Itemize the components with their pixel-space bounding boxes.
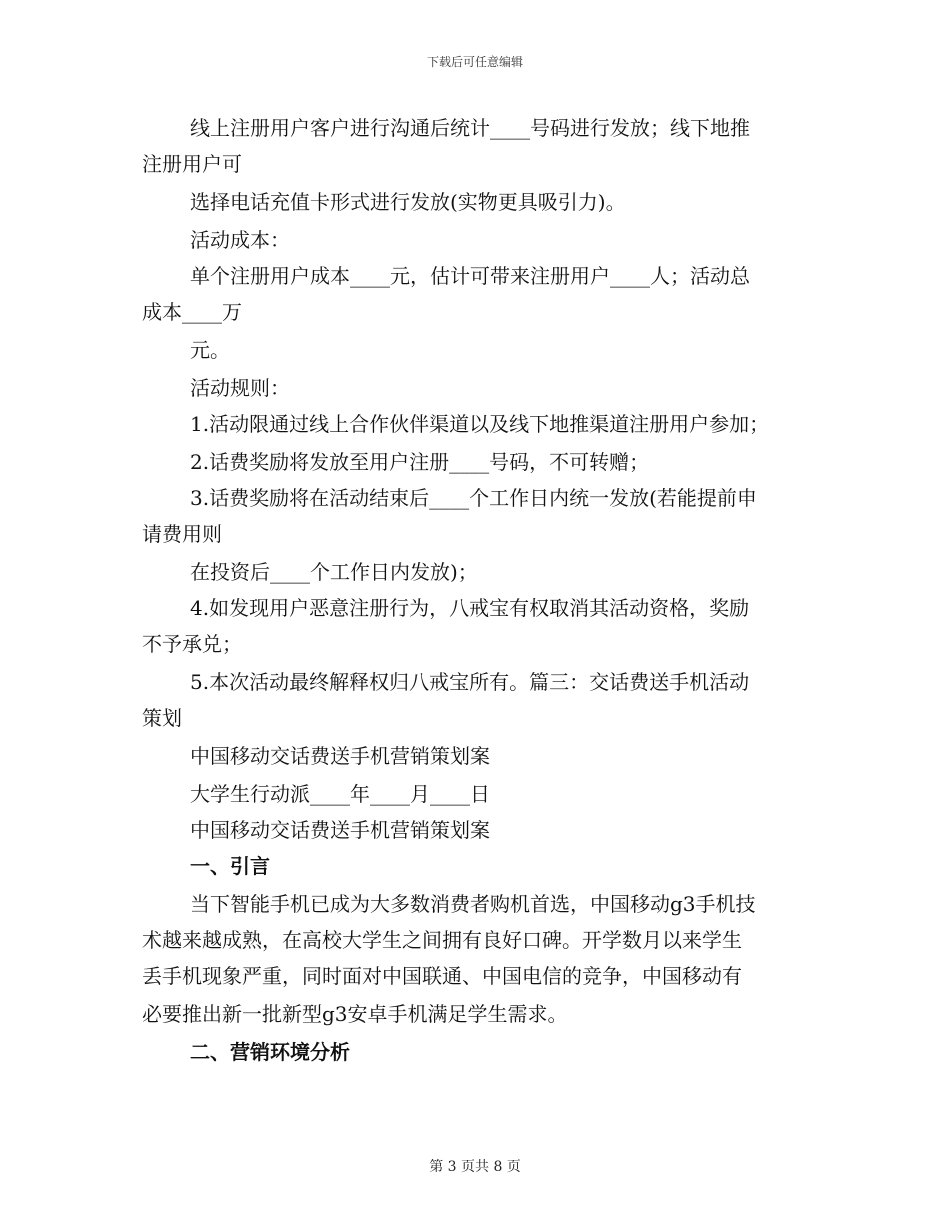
body-line: 元。 (190, 338, 230, 362)
rule-item: 2.话费奖励将发放至用户注册____号码，不可转赠； (190, 450, 650, 474)
body-line: 单个注册用户成本____元，估计可带来注册用户____人；活动总 (190, 264, 750, 288)
body-line: 线上注册用户客户进行沟通后统计____号码进行发放；线下地推 (190, 116, 750, 140)
body-line: 当下智能手机已成为大多数消费者购机首选，中国移动g3手机技 (190, 892, 756, 916)
body-line: 中国移动交话费送手机营销策划案 (190, 818, 490, 842)
body-line: 成本____万 (142, 300, 242, 324)
body-line: 活动成本： (190, 228, 290, 252)
body-line: 丢手机现象严重，同时面对中国联通、中国电信的竞争，中国移动有 (142, 964, 742, 988)
rule-item: 4.如发现用户恶意注册行为，八戒宝有权取消其活动资格，奖励 (190, 596, 750, 620)
body-line: 大学生行动派____年____月____日 (190, 782, 490, 806)
page-header: 下载后可任意编辑 (426, 55, 523, 69)
section-heading: 一、引言 (190, 854, 270, 878)
body-line: 术越来越成熟，在高校大学生之间拥有良好口碑。开学数月以来学生 (142, 928, 742, 952)
body-line: 注册用户可 (142, 152, 242, 176)
body-line: 在投资后____个工作日内发放)； (190, 560, 478, 584)
rule-item: 5.本次活动最终解释权归八戒宝所有。篇三：交话费送手机活动 (190, 670, 750, 694)
body-line: 不予承兑； (142, 632, 242, 656)
body-line: 选择电话充值卡形式进行发放(实物更具吸引力)。 (190, 190, 626, 214)
body-line: 请费用则 (142, 522, 222, 546)
body-line: 中国移动交话费送手机营销策划案 (190, 744, 490, 768)
rule-item: 1.活动限通过线上合作伙伴渠道以及线下地推渠道注册用户参加； (190, 412, 770, 436)
body-line: 活动规则： (190, 376, 290, 400)
section-heading: 二、营销环境分析 (190, 1040, 350, 1064)
body-line: 必要推出新一批新型g3安卓手机满足学生需求。 (142, 1002, 568, 1026)
body-line: 策划 (142, 706, 182, 730)
page-footer: 第 3 页共 8 页 (429, 1159, 521, 1175)
rule-item: 3.话费奖励将在活动结束后____个工作日内统一发放(若能提前申 (190, 486, 757, 510)
